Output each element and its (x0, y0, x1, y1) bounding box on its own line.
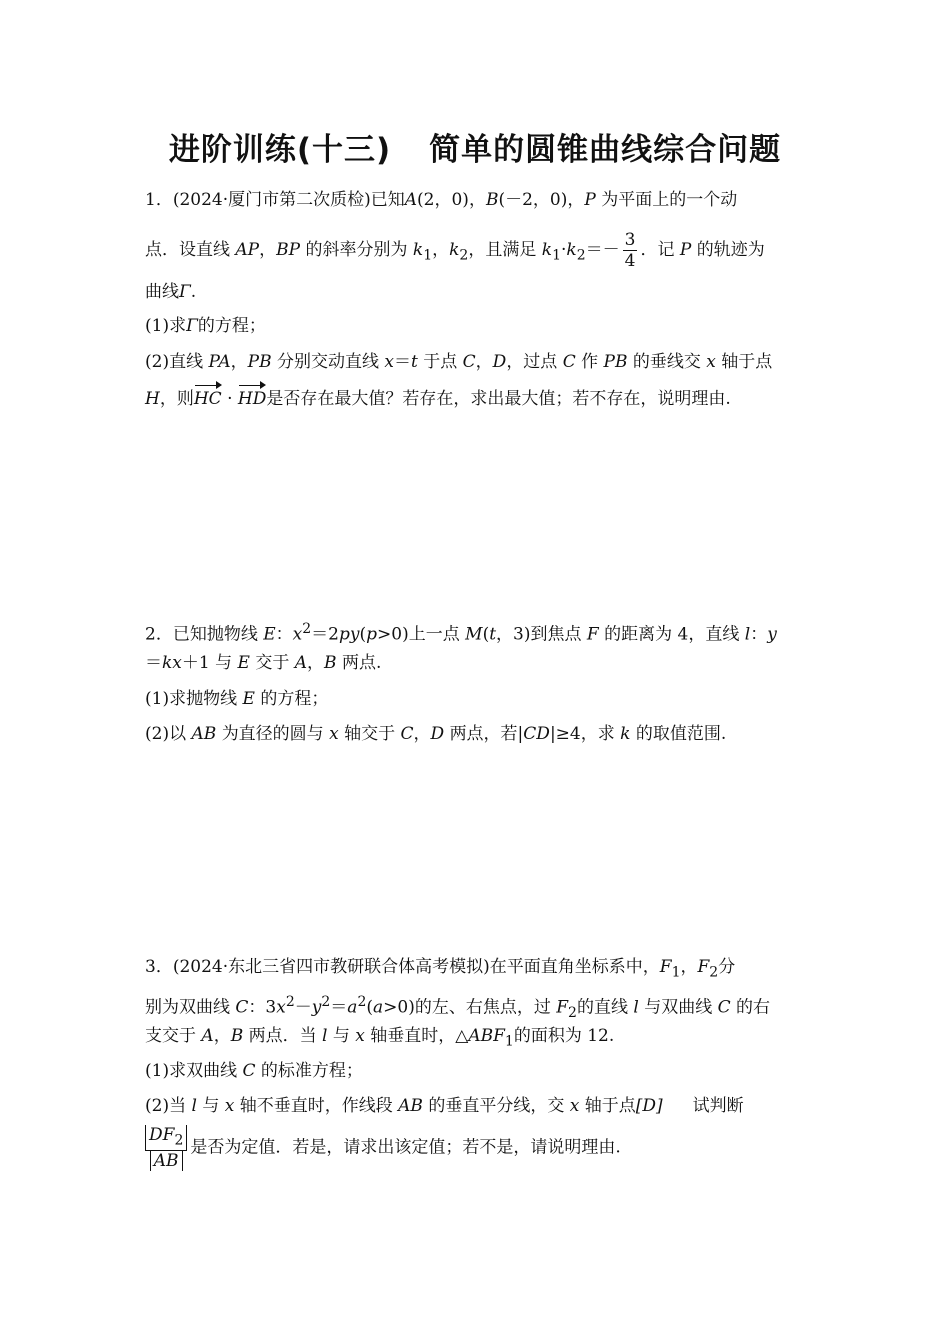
fraction-df2-over-ab: $\frac{DF_2}{AB}$ (145, 1125, 187, 1171)
vector-hd: HD (238, 385, 266, 411)
q1-line-1: 1．(2024·厦门市第二次质检)已知A(2，0)，B(－2，0)，P 为平面上的一个动 (145, 190, 738, 210)
q2-line-1: 2．已知抛物线 E：$x^2=2py(p>0)$上一点 M(t，3)到焦点 F 的距离为 4，直线 l：y (145, 621, 777, 645)
q2-line-3: (1)求抛物线 E 的方程； (145, 689, 329, 709)
q3-line-4: (1)求双曲线 C 的标准方程； (145, 1061, 363, 1081)
q1-line-6: H，则HC · HD是否存在最大值？若存在，求出最大值；若不存在，说明理由. (145, 385, 825, 411)
page-title: 进阶训练(十三) 简单的圆锥曲线综合问题 (168, 132, 782, 168)
q3-line-6: $\frac{DF_2}{AB}$ 是否为定值．若是，请求出该定值；若不是，请说明理由. (145, 1125, 825, 1171)
q1-line-5: (2)直线 PA，PB 分别交动直线 x＝t 于点 C，D，过点 C 作 PB 的垂线交 x 轴于点 (145, 352, 773, 372)
q1-line-3: 曲线Γ. (145, 282, 197, 302)
q2-line-4: (2)以 AB 为直径的圆与 x 轴交于 C，D 两点，若|CD|≥4，求 k 的取值范围. (145, 724, 727, 744)
q3-line-5: (2)当 l 与 x 轴不垂直时，作线段 AB 的垂直平分线，交 x 轴于点[D] 试判断 (145, 1096, 744, 1116)
q3-line-1: 3．(2024·东北三省四市教研联合体高考模拟)在平面直角坐标系中，$F_1$，$F_2$分 (145, 957, 736, 981)
q3-line-2: 别为双曲线 C：$3x^2-y^2=a^2(a>0)$的左、右焦点，过 $F_2$的直线 l 与双曲线 C 的右 (145, 994, 771, 1022)
fraction-3-4: $\frac{3}{4}$ (624, 230, 636, 271)
vector-hc: HC (194, 385, 222, 411)
q1-line-2: 点．设直线 AP，BP 的斜率分别为 $k_1$，$k_2$，且满足 $k_1\cdot k_2=-$ $\frac{3}{4}$ ．记 P 的轨迹为 (145, 230, 765, 271)
q3-line-3: 支交于 A，B 两点．当 l 与 x 轴垂直时，$\triangle ABF_1$的面积为 12. (145, 1026, 615, 1050)
q1-line-4: (1)求Γ的方程； (145, 316, 266, 336)
q2-line-2: ＝kx＋1 与 E 交于 A，B 两点. (145, 653, 382, 673)
